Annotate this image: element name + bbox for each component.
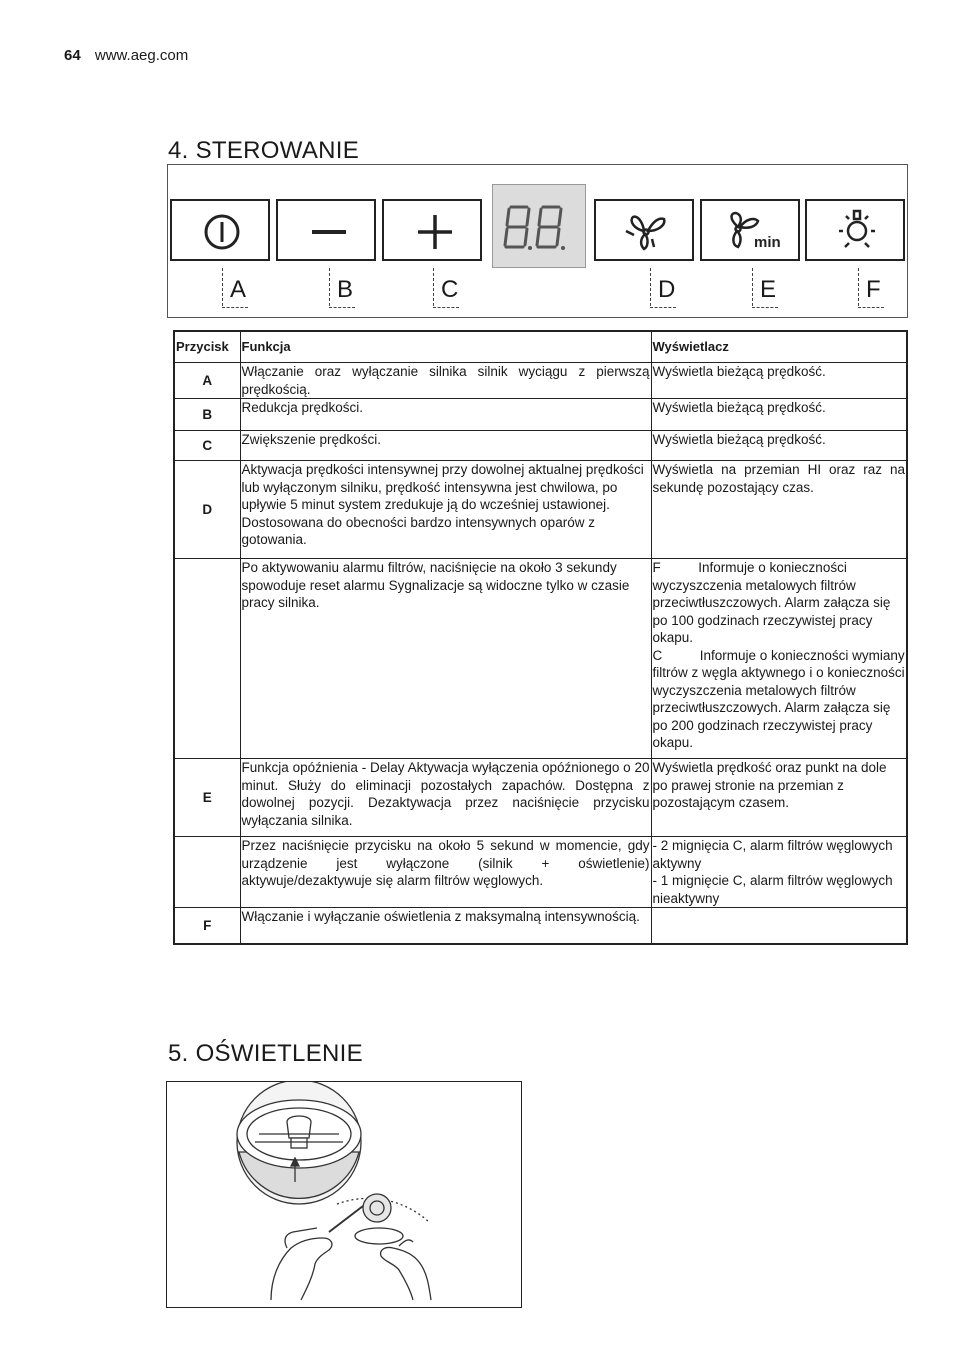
label-a: A — [220, 268, 246, 308]
table-row — [174, 461, 907, 559]
row-function: Funkcja opóźnienia - Delay Aktywacja wyłączenia opóźnionego o 20 minut. Służy do eliminacji pozostałych zapachów. Dostępna z dowolnej pozycji. Dezaktywacja przez naciśnięcie przycisku wyłączania silnika. — [240, 759, 651, 837]
section-title-sterowanie: 4. STEROWANIE — [168, 137, 360, 164]
row-display — [651, 908, 907, 944]
minus-icon — [278, 201, 378, 263]
seven-segment-display — [492, 184, 586, 268]
button-c-plus[interactable] — [382, 199, 482, 261]
table-header-row — [174, 331, 907, 363]
power-icon — [172, 201, 272, 263]
svg-text:min: min — [754, 234, 781, 251]
row-function: Zwiększenie prędkości. — [240, 431, 651, 461]
row-key: B — [174, 399, 240, 431]
button-b-minus[interactable] — [276, 199, 376, 261]
row-key: F — [174, 908, 240, 944]
row-display: Wyświetla na przemian HI oraz raz na sekundę pozostający czas. — [651, 461, 907, 559]
lamp-replacement-illustration — [167, 1082, 520, 1306]
plus-icon — [384, 201, 484, 263]
row-function: Włączanie i wyłączanie oświetlenia z maksymalną intensywnością. — [240, 908, 651, 944]
row-key: E — [174, 759, 240, 837]
table-row — [174, 399, 907, 431]
page-number: 64 — [64, 47, 81, 64]
row-key: A — [174, 363, 240, 399]
label-d: D — [648, 268, 674, 308]
controls-table — [173, 330, 908, 945]
table-row — [174, 559, 907, 759]
label-c: C — [431, 268, 457, 308]
row-key — [174, 837, 240, 908]
row-display: Wyświetla bieżącą prędkość. — [651, 363, 907, 399]
column-header: Funkcja — [240, 331, 651, 363]
row-display: Wyświetla bieżącą prędkość. — [651, 399, 907, 431]
page-header — [64, 47, 188, 64]
row-display: - 2 mignięcia C, alarm filtrów węglowych aktywny - 1 mignięcie C, alarm filtrów węglowych nieaktywny — [651, 837, 907, 908]
row-display: Wyświetla bieżącą prędkość. — [651, 431, 907, 461]
row-function: Redukcja prędkości. — [240, 399, 651, 431]
seven-segment-display-icon — [493, 185, 587, 269]
lamp-replacement-figure — [166, 1081, 522, 1308]
row-key: C — [174, 431, 240, 461]
table-row — [174, 759, 907, 837]
table-row — [174, 363, 907, 399]
fan-min-icon — [702, 201, 802, 263]
row-function: Po aktywowaniu alarmu filtrów, naciśnięcie na około 3 sekundy spowoduje reset alarmu Sygnalizacje są widoczne tylko w czasie pracy silnika. — [240, 559, 651, 759]
row-function: Przez naciśnięcie przycisku na około 5 sekund w momencie, gdy urządzenie jest wyłączone (silnik + oświetlenie) aktywuje/dezaktywuje się alarm filtrów węglowych. — [240, 837, 651, 908]
section-title-oswietlenie: 5. OŚWIETLENIE — [168, 1040, 363, 1067]
column-header: Przycisk — [174, 331, 240, 363]
table-row — [174, 431, 907, 461]
row-function: Włączanie oraz wyłączanie silnika silnik wyciągu z pierwszą prędkością. — [241, 364, 650, 397]
website-link[interactable]: www.aeg.com — [94, 47, 189, 64]
table-row — [174, 837, 907, 908]
column-header: Wyświetlacz — [651, 331, 907, 363]
row-key — [174, 559, 240, 759]
control-panel-diagram — [167, 164, 908, 318]
row-function: Aktywacja prędkości intensywnej przy dowolnej aktualnej prędkości lub wyłączonym silniku, prędkość intensywna jest chwilowa, po upływie 5 minut system zredukuje ją do wcześniej ustawionej. Dostosowana do obecności bardzo intensywnych oparów z gotowania. — [240, 461, 651, 559]
row-key: D — [174, 461, 240, 559]
label-b: B — [327, 268, 353, 308]
row-display: Wyświetla prędkość oraz punkt na dole po prawej stronie na przemian z pozostającym czasem. — [651, 759, 907, 837]
label-e: E — [750, 268, 776, 308]
label-f: F — [856, 268, 882, 308]
light-icon — [807, 201, 907, 263]
button-a-power[interactable] — [170, 199, 270, 261]
button-f-light[interactable] — [805, 199, 905, 261]
button-d-intensive[interactable] — [594, 199, 694, 261]
table-row — [174, 908, 907, 944]
fan-intensive-icon — [596, 201, 696, 263]
button-e-fan-min[interactable] — [700, 199, 800, 261]
row-display: F Informuje o konieczności wyczyszczenia metalowych filtrów przeciwtłuszczowych. Alarm załącza się po 100 godzinach rzeczywistej pracy okapu. C Informuje o konieczności wymiany filtrów z węgla aktywnego i o konieczności wyczyszczenia metalowych filtrów przeciwtłuszczowych. Alarm załącza się po 200 godzinach rzeczywistej pracy okapu. — [651, 559, 907, 759]
